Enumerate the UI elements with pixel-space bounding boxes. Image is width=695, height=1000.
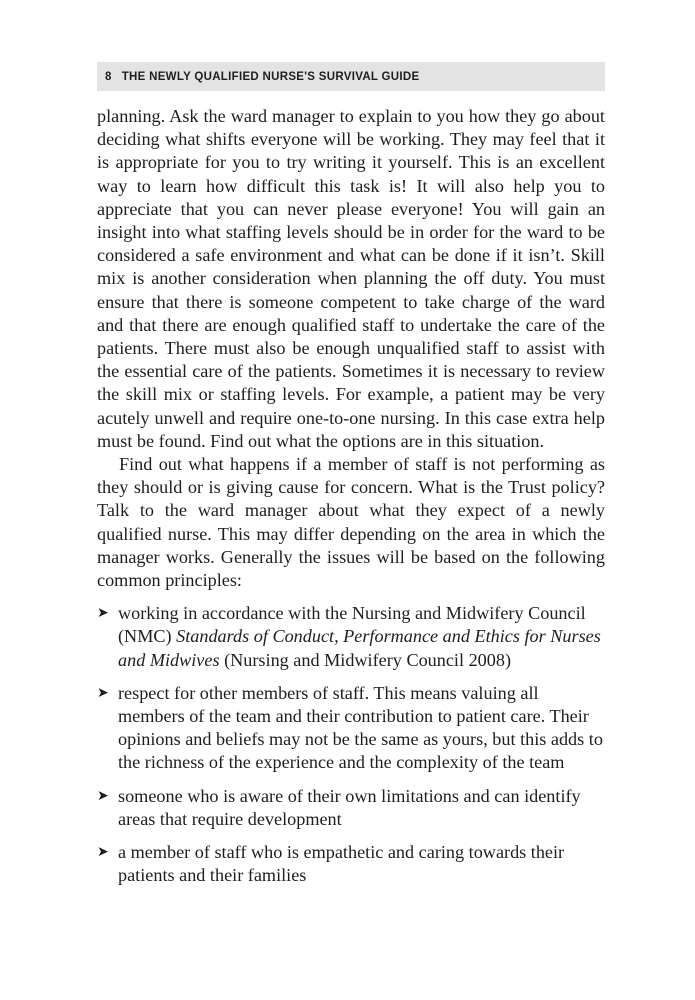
- list-item-text: someone who is aware of their own limitations and can identify areas that require development: [118, 785, 581, 829]
- book-title: THE NEWLY QUALIFIED NURSE'S SURVIVAL GUIDE: [121, 70, 420, 83]
- list-item: [97, 841, 605, 887]
- body-text: [97, 105, 605, 898]
- arrowhead-bullet-icon: ➤: [97, 844, 109, 861]
- running-head: [97, 62, 605, 91]
- arrowhead-bullet-icon: ➤: [97, 787, 109, 804]
- list-item: [97, 602, 605, 672]
- arrowhead-bullet-icon: ➤: [97, 684, 109, 701]
- page-number: 8: [105, 70, 112, 83]
- list-item: [97, 785, 605, 831]
- list-item-text-before: working in accordance with the Nursing and Midwifery Council (NMC): [118, 603, 586, 647]
- list-item-text: a member of staff who is empathetic and caring towards their patients and their families: [118, 842, 565, 886]
- paragraph-2: Find out what happens if a member of staff is not performing as they should or is giving cause for concern. What is the Trust policy? Talk to the ward manager about what they expect of a newly qualified nurse. This may differ depending on the area in which the manager works. Generally the issues will be based on the following common principles:: [97, 454, 605, 591]
- list-item-text: respect for other members of staff. This means valuing all members of the team and their contribution to patient care. Their opinions and beliefs may not be the same as yours, but this adds to the richness of the experience and the complexity of the team: [118, 682, 603, 773]
- paragraph-1: planning. Ask the ward manager to explain to you how they go about deciding what shifts everyone will be working. They may feel that it is appropriate for you to try writing it yourself. This is an excellent way to learn how difficult this task is! It will also help you to appreciate that you can never please everyone! You will gain an insight into what staffing levels should be in order for the ward to be considered a safe environment and what can be done if it isn’t. Skill mix is another consideration when planning the off duty. You must ensure that there is someone competent to take charge of the ward and that there are enough qualified staff to undertake the care of the patients. There must also be enough unqualified staff to assist with the essential care of the patients. Sometimes it is necessary to review the skill mix or staffing levels. For example, a patient may be very acutely unwell and require one-to-one nursing. In this case extra help must be found. Find out what the options are in this situation.: [97, 106, 605, 451]
- list-item: [97, 682, 605, 775]
- arrowhead-bullet-icon: ➤: [97, 605, 109, 622]
- principles-list: [97, 602, 605, 887]
- publication-title: Standards of Conduct, Performance and Ethics for Nurses and Midwives: [118, 626, 601, 670]
- list-item-text-after: (Nursing and Midwifery Council 2008): [219, 649, 512, 670]
